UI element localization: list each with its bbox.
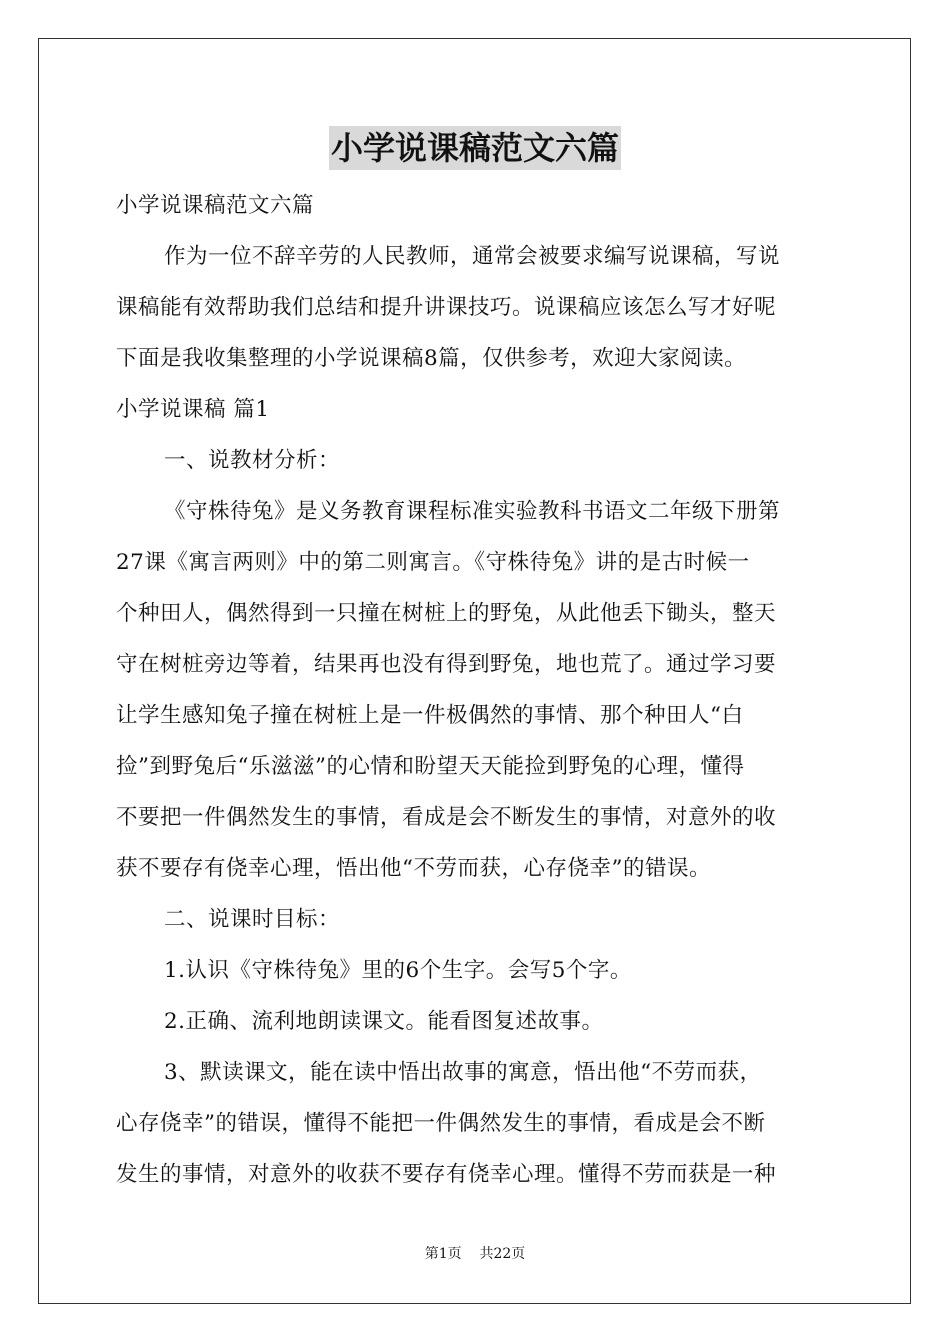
title-container [0, 126, 950, 170]
text-line: 下面是我收集整理的小学说课稿8篇，仅供参考，欢迎大家阅读。 [116, 346, 747, 371]
text-line: 发生的事情，对意外的收获不要存有侥幸心理。懂得不劳而获是一种 [116, 1162, 777, 1187]
page-number: 第1页 共22页 [424, 1246, 526, 1262]
text-line: 小学说课稿 篇1 [116, 397, 270, 422]
text-line: 作为一位不辞辛劳的人民教师，通常会被要求编写说课稿，写说 [164, 244, 781, 269]
text-line: 2.正确、流利地朗读课文。能看图复述故事。 [164, 1009, 604, 1034]
text-line: 小学说课稿范文六篇 [116, 193, 315, 218]
text-line: 个种田人，偶然得到一只撞在树桩上的野兔，从此他丢下锄头，整天 [116, 601, 777, 626]
page-footer [0, 1244, 950, 1264]
text-line: 守在树桩旁边等着，结果再也没有得到野兔，地也荒了。通过学习要 [116, 652, 777, 677]
document-body [116, 180, 834, 1200]
text-line: 3、默读课文，能在读中悟出故事的寓意，悟出他“不劳而获， [164, 1060, 762, 1085]
text-line: 二、说课时目标： [164, 907, 341, 932]
text-line: 让学生感知兔子撞在树桩上是一件极偶然的事情、那个种田人“白 [116, 703, 744, 728]
text-line: 不要把一件偶然发生的事情，看成是会不断发生的事情，对意外的收 [116, 805, 777, 830]
text-line: 心存侥幸”的错误，懂得不能把一件偶然发生的事情，看成是会不断 [116, 1111, 766, 1136]
text-line: 1.认识《守株待兔》里的6个生字。会写5个字。 [164, 958, 632, 983]
text-line: 课稿能有效帮助我们总结和提升讲课技巧。说课稿应该怎么写才好呢 [116, 295, 777, 320]
document-title: 小学说课稿范文六篇 [329, 126, 621, 170]
text-line: 获不要存有侥幸心理，悟出他“不劳而获，心存侥幸”的错误。 [116, 856, 711, 881]
text-line: 《守株待兔》是义务教育课程标准实验教科书语文二年级下册第 [164, 499, 781, 524]
text-line: 27课《寓言两则》中的第二则寓言。《守株待兔》讲的是古时候一 [116, 550, 750, 575]
text-line: 捡”到野兔后“乐滋滋”的心情和盼望天天能捡到野兔的心理，懂得 [116, 754, 745, 779]
text-line: 一、说教材分析： [164, 448, 341, 473]
